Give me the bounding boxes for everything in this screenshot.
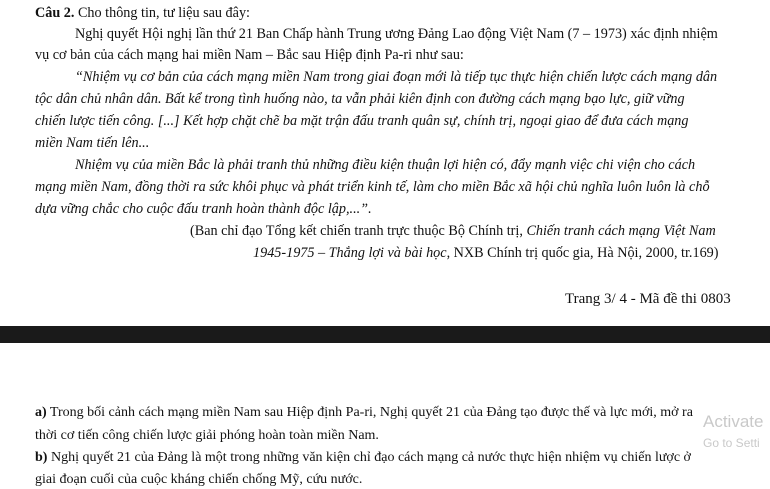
- intro-line-1: Nghị quyết Hội nghị lần thứ 21 Ban Chấp hành Trung ương Đảng Lao động Việt Nam (7 – 1973) xác định nhiệm: [75, 26, 718, 42]
- statement-b-label: b): [35, 450, 48, 465]
- activation-watermark-subtitle: Go to Setti: [703, 436, 760, 450]
- source-author: (Ban chỉ đạo Tổng kết chiến tranh trực thuộc Bộ Chính trị,: [190, 223, 527, 239]
- statement-a-text: Trong bối cảnh cách mạng miền Nam sau Hiệp định Pa-ri, Nghị quyết 21 của Đảng tạo được thế và lực mới, mở ra: [46, 405, 693, 420]
- quote-line: “Nhiệm vụ cơ bản của cách mạng miền Nam trong giai đoạn mới là tiếp tục thực hiện chiến lược cách mạng dân: [75, 69, 718, 85]
- statement-b-line-2: giai đoạn cuối của cuộc kháng chiến chống Mỹ, cứu nước.: [35, 472, 363, 487]
- quote-line: miền Nam tiến lên...: [35, 135, 150, 151]
- source-citation-line-1: [190, 222, 716, 240]
- source-publisher: , NXB Chính trị quốc gia, Hà Nội, 2000, tr.169): [446, 245, 719, 261]
- statement-b-text: Nghị quyết 21 của Đảng là một trong những văn kiện chỉ đạo cách mạng cả nước thực hiện nhiệm vụ chiến lược ở: [47, 450, 691, 465]
- source-citation-line-2: [253, 244, 718, 262]
- quote-line: dựa vững chắc cho cuộc đấu tranh hoàn thành độc lập,...”.: [35, 201, 372, 217]
- question-heading: [35, 4, 250, 22]
- intro-line-2: vụ cơ bản của cách mạng hai miền Nam – Bắc sau Hiệp định Pa-ri như sau:: [35, 47, 464, 63]
- quote-line: tộc dân chủ nhân dân. Bất kể trong tình huống nào, ta vẫn phải kiên định con đường cách mạng bạo lực, giữ vững: [35, 91, 685, 107]
- page-footer: Trang 3/ 4 - Mã đề thi 0803: [565, 291, 731, 307]
- activation-watermark-title: Activate: [703, 412, 764, 431]
- quote-line: mạng miền Nam, đồng thời ra sức khôi phục và phát triển kinh tế, làm cho miền Bắc xã hội chủ nghĩa luôn luôn là chỗ: [35, 179, 710, 195]
- statement-a-line-1: [35, 404, 693, 422]
- source-book-subtitle: 1945-1975 – Thắng lợi và bài học: [253, 245, 447, 261]
- statement-a-label: a): [35, 405, 47, 420]
- question-label: Câu 2.: [35, 5, 75, 21]
- quote-line: chiến lược tiến công. [...] Kết hợp chặt chẽ ba mặt trận đấu tranh quân sự, chính trị, ngoại giao để đưa cách mạng: [35, 113, 689, 129]
- statement-a-line-2: thời cơ tiến công chiến lược giải phóng hoàn toàn miền Nam.: [35, 428, 379, 443]
- source-book-title: Chiến tranh cách mạng Việt Nam: [526, 223, 716, 239]
- question-prompt: Cho thông tin, tư liệu sau đây:: [74, 5, 250, 21]
- quote-line: Nhiệm vụ của miền Bắc là phải tranh thủ những điều kiện thuận lợi hiện có, đẩy mạnh việc chi viện cho cách: [75, 157, 696, 173]
- statement-b-line-1: [35, 449, 691, 467]
- page-separator: [0, 326, 770, 343]
